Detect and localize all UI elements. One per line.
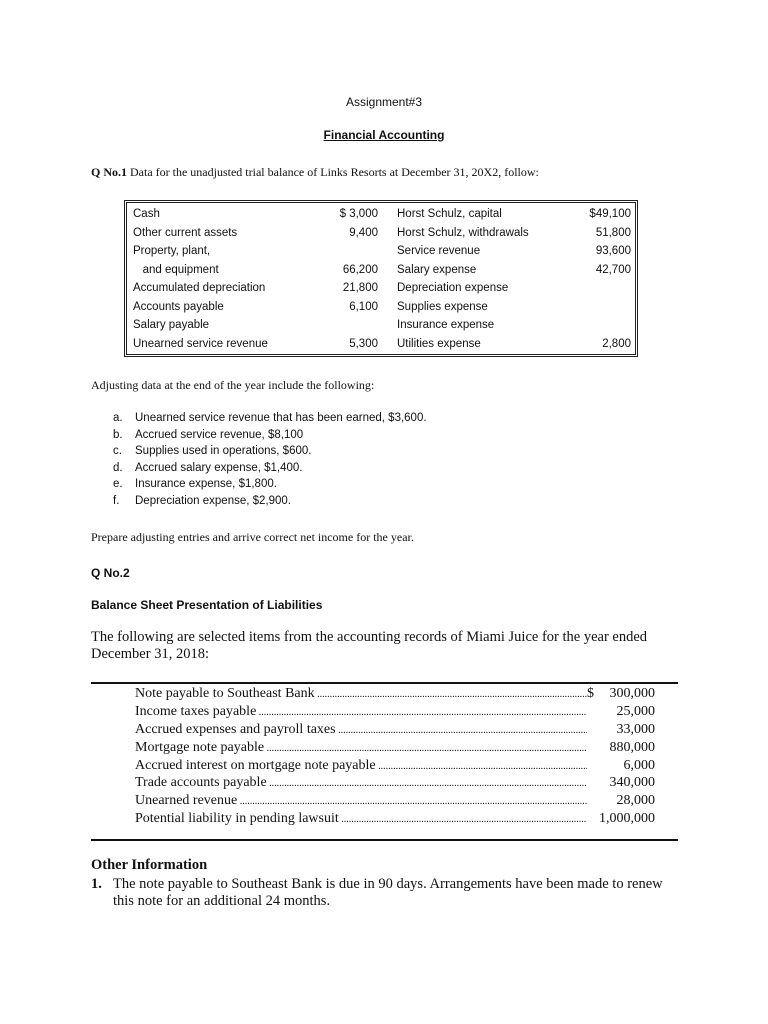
right-amount: $49,100 — [589, 208, 631, 220]
left-amount: 5,300 — [349, 337, 378, 350]
trial-balance-row — [127, 208, 635, 226]
right-account: Horst Schulz, withdrawals — [397, 226, 529, 239]
adjusting-data-intro: Adjusting data at the end of the year include the following: — [91, 378, 375, 392]
left-account: Other current assets — [133, 226, 238, 239]
item-label: Income taxes payable ..... — [135, 704, 587, 720]
item-number: 1. — [91, 876, 102, 892]
trial-balance-row — [127, 245, 635, 263]
trial-balance-row — [127, 227, 635, 245]
right-account: Supplies expense — [397, 300, 488, 313]
list-item-text: Supplies used in operations, $600. — [135, 445, 312, 457]
item-label: Potential liability in pending lawsuit ..... — [135, 811, 587, 827]
left-amount: $ 3,000 — [339, 208, 378, 220]
question-1-prompt — [91, 165, 539, 180]
left-account: Accumulated depreciation — [133, 282, 266, 294]
list-item-text: Accrued salary expense, $1,400. — [135, 461, 303, 474]
table-row — [135, 740, 657, 758]
table-row — [135, 811, 657, 829]
left-amount: 6,100 — [349, 300, 378, 313]
right-amount: 93,600 — [595, 245, 631, 257]
list-item-letter: b. — [113, 428, 123, 441]
item-amount: 1,000,000 — [599, 811, 655, 827]
left-account: Property, plant, — [133, 245, 211, 257]
item-amount: 33,000 — [616, 721, 655, 737]
trial-balance-row — [127, 301, 635, 319]
item-amount: 25,000 — [616, 703, 655, 719]
item-label: Accrued expenses and payroll taxes ..... — [135, 722, 587, 738]
question-1-label: Q No.1 — [91, 165, 127, 179]
list-item-text: Accrued service revenue, $8,100 — [135, 428, 304, 441]
item-amount: 300,000 — [609, 686, 655, 701]
table-row — [135, 758, 657, 776]
left-amount: 66,200 — [342, 263, 378, 276]
list-item-text: Insurance expense, $1,800. — [135, 478, 277, 490]
trial-balance-row — [127, 264, 635, 282]
item-label: Note payable to Southeast Bank ..... — [135, 686, 587, 702]
table-row — [135, 722, 657, 740]
course-title: Financial Accounting — [323, 128, 445, 142]
left-amount: 21,800 — [342, 282, 378, 294]
trial-balance-row — [127, 282, 635, 300]
list-item-text: Unearned service revenue that has been earned, $3,600. — [135, 412, 427, 424]
right-amount: 42,700 — [595, 263, 631, 276]
right-amount: 51,800 — [595, 226, 631, 239]
item-label: Unearned revenue ..... — [135, 793, 587, 809]
item-amount: 880,000 — [609, 739, 655, 755]
right-account: Service revenue — [397, 245, 481, 257]
right-account: Horst Schulz, capital — [397, 208, 502, 220]
table-row — [135, 793, 657, 811]
table-row — [135, 686, 657, 704]
right-account: Insurance expense — [397, 319, 495, 331]
trial-balance-row — [127, 319, 635, 337]
left-account: Accounts payable — [133, 300, 224, 313]
item-amount: 340,000 — [609, 775, 655, 791]
table-row — [135, 775, 657, 793]
question-2-intro: The following are selected items from the accounting records of Miami Juice for the year ended December 31, 2018: — [91, 629, 648, 662]
currency-symbol: $ — [587, 686, 594, 701]
trial-balance-row — [127, 338, 635, 356]
left-account: and equipment — [133, 263, 219, 276]
assignment-title: Assignment#3 — [345, 95, 423, 109]
liabilities-table — [135, 686, 657, 829]
item-amount: 28,000 — [616, 793, 655, 809]
right-account: Utilities expense — [397, 337, 481, 350]
question-1-text: Data for the unadjusted trial balance of Links Resorts at December 31, 20X2, follow: — [127, 165, 539, 179]
table-bottom-rule — [91, 839, 678, 841]
other-information-heading: Other Information — [91, 857, 208, 873]
list-item-letter: f. — [113, 494, 120, 507]
right-account: Depreciation expense — [397, 282, 509, 294]
list-item-letter: e. — [113, 478, 123, 490]
left-account: Cash — [133, 208, 160, 220]
left-account: Salary payable — [133, 319, 210, 331]
right-account: Salary expense — [397, 263, 477, 276]
question-2-subtitle: Balance Sheet Presentation of Liabilities — [91, 598, 323, 612]
question-2-label: Q No.2 — [91, 566, 130, 580]
right-amount: 2,800 — [602, 337, 631, 350]
left-amount: 9,400 — [349, 226, 378, 239]
item-amount: 6,000 — [623, 757, 655, 773]
item-label: Trade accounts payable ..... — [135, 775, 587, 791]
list-item-text: Depreciation expense, $2,900. — [135, 494, 291, 507]
table-top-rule — [91, 682, 678, 684]
list-item-letter: c. — [113, 445, 122, 457]
list-item-letter: a. — [113, 412, 123, 424]
left-account: Unearned service revenue — [133, 337, 268, 350]
question-1-instruction: Prepare adjusting entries and arrive correct net income for the year. — [91, 530, 414, 544]
item-label: Mortgage note payable ..... — [135, 740, 587, 756]
list-item-letter: d. — [113, 461, 123, 474]
item-label: Accrued interest on mortgage note payable ..... — [135, 758, 587, 774]
trial-balance-table — [124, 200, 638, 357]
table-row — [135, 704, 657, 722]
item-text: The note payable to Southeast Bank is due in 90 days. Arrangements have been made to renew this note for an additional 24 months. — [113, 876, 663, 909]
